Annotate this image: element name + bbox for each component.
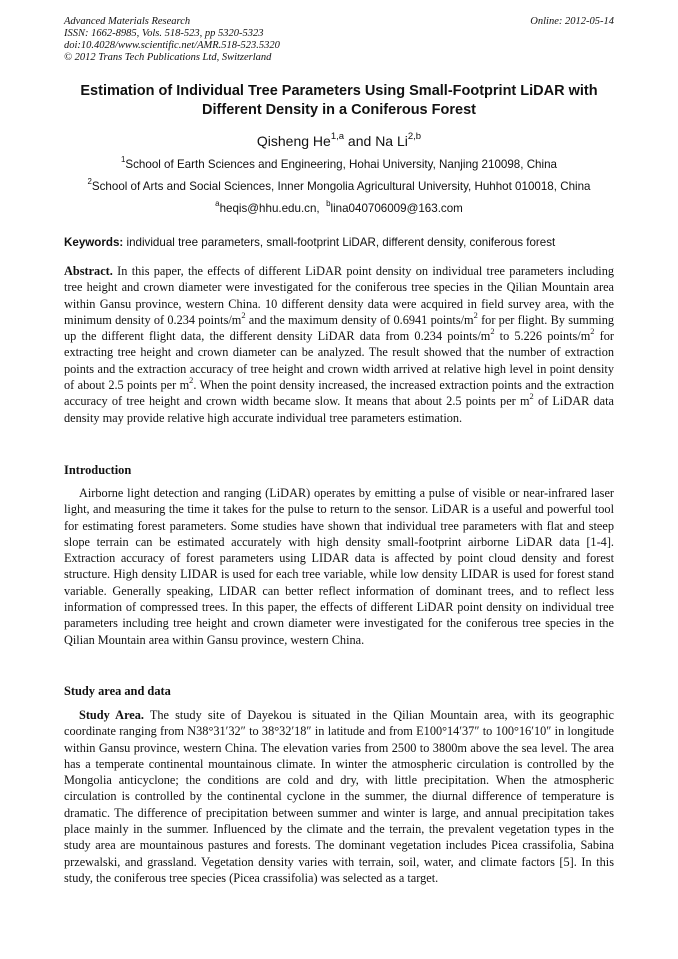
introduction-paragraph: Airborne light detection and ranging (LiDAR) operates by emitting a pulse of visible or near-infrared laser light, and measuring the time it takes for the pulse to return to the sensor. LiDAR is a useful and powerful tool for estimating forest parameters. Some studies have shown that individual tree parameters with flat and steep slope terrain can be estimated accurately with high density small-footprint airborne LiDAR data [1-4]. Extraction accuracy of forest parameters using LIDAR data is affected by point cloud density and forest structure. High density LIDAR is used for each tree variable, while low density LIDAR is used for forest stand variable. Generally speaking, LIDAR can better reflect information of dominant trees, and to reflect less information of compressed trees. In this paper, the effects of different LiDAR point density on individual tree parameters including tree height and crown diameter were investigated for the coniferous tree species in the Qilian Mountain area within Gansu province, western China. (64, 486, 614, 647)
study-area-paragraph (64, 707, 614, 886)
abstract-paragraph (64, 263, 614, 426)
email-b-mark: b (326, 198, 331, 208)
copyright-line: © 2012 Trans Tech Publications Ltd, Switzerland (64, 52, 272, 63)
journal-name: Advanced Materials Research (64, 16, 191, 27)
author-1-sup: 1,a (330, 130, 345, 142)
email-b: lina040706009@163.com (330, 202, 463, 215)
online-date: Online: 2012-05-14 (530, 16, 614, 27)
affiliation-2-text: School of Arts and Social Sciences, Inner Mongolia Agricultural University, Huhhot 010018, China (91, 180, 591, 193)
abstract-text-7: of LiDAR data density may provide relative high accurate individual tree parameters estimation. (64, 394, 614, 425)
issn-line: ISSN: 1662-8985, Vols. 518-523, pp 5320-5323 (64, 28, 264, 39)
author-and: and (344, 133, 376, 149)
superscript: 2 (189, 375, 194, 385)
abstract-text-1: In this paper, the effects of different LiDAR point density on individual tree parameters including tree height and crown diameter were investigated for the coniferous tree species in the Qilian Mountain area within Gansu province, western China. 10 different density data were acquired in field survey area, with the minimum density of 0.234 points/m (64, 264, 614, 327)
journal-header (64, 16, 280, 64)
keywords-label: Keywords: (64, 236, 124, 249)
email-line (56, 198, 622, 215)
email-a: heqis@hhu.edu.cn, (219, 202, 320, 215)
introduction-heading: Introduction (64, 463, 132, 477)
abstract-label: Abstract. (64, 264, 113, 278)
abstract-text-6: . When the point density increased, the increased extraction points and the extraction accuracy of tree height and crown width became slow. It means that about 2.5 points per m (64, 378, 615, 409)
doi-line: doi:10.4028/www.scientific.net/AMR.518-523.5320 (64, 40, 280, 51)
abstract-text-4: to 5.226 points/m (494, 329, 591, 344)
keywords (64, 236, 624, 249)
keywords-text: individual tree parameters, small-footprint LiDAR, different density, coniferous forest (123, 236, 556, 249)
author-line (64, 130, 614, 149)
author-2-sup: 2,b (407, 130, 422, 142)
abstract-text-5: for extracting tree height and crown diameter can be analyzed. The result showed that the number of extraction points and the extraction accuracy of tree height and crown width arrived at relative high level in point density of about 2.5 points per m (64, 329, 614, 393)
abstract-text-2: and the maximum density of 0.6941 points/m (245, 312, 474, 327)
superscript: 2 (590, 326, 595, 336)
affiliation-1-text: School of Earth Sciences and Engineering, Hohai University, Nanjing 210098, China (125, 158, 557, 171)
abstract-text-3: for per flight. By summing up the different flight data, the different density LiDAR data from 0.234 points/m (64, 312, 614, 344)
study-area-heading: Study area and data (64, 684, 171, 698)
superscript: 2 (529, 392, 534, 402)
superscript: 2 (241, 310, 246, 320)
affiliation-1 (56, 154, 622, 171)
paper-title: Estimation of Individual Tree Parameters Using Small-Footprint LiDAR with Different Density in a Coniferous Forest (80, 83, 598, 118)
study-area-subheading: Study Area. (79, 708, 144, 722)
email-a-mark: a (215, 198, 220, 208)
affiliation-2 (56, 176, 622, 193)
superscript: 2 (490, 326, 495, 336)
author-2: Na Li (375, 133, 408, 149)
affiliation-2-mark: 2 (87, 176, 92, 186)
study-area-text: The study site of Dayekou is situated in the Qilian Mountain area, with its geographic coordinate ranging from N38°31′32″ to 38°32′18″ in latitude and from E100°14′37″ to 100°16′10″ in longitude within Gansu province, western China. The elevation varies from 2500 to 3800m above the sea level. The area has a temperate continental mountainous climate. In winter the atmospheric circulation is controlled by the Mongolia anticyclone; the conditions are cold and dry, with little precipitation. When the atmospheric circulation is controlled by the continental cyclone in the summer, the diurnal difference of temperature is dramatic. The difference of precipitation between summer and winter is large, and annual precipitation takes place mainly in the summer. Influenced by the climate and the terrain, the prevalent vegetation types in the study area are mountainous pastures and forests. The dominant vegetation includes Picea crassifolia, Sabina przewalski, and grassland. Vegetation density varies with terrain, soil, water, and climate factors [5]. In this study, the coniferous tree species (Picea crassifolia) was selected as a target. (64, 708, 615, 885)
superscript: 2 (473, 310, 478, 320)
affiliation-1-mark: 1 (121, 154, 126, 164)
author-1: Qisheng He (256, 133, 331, 149)
